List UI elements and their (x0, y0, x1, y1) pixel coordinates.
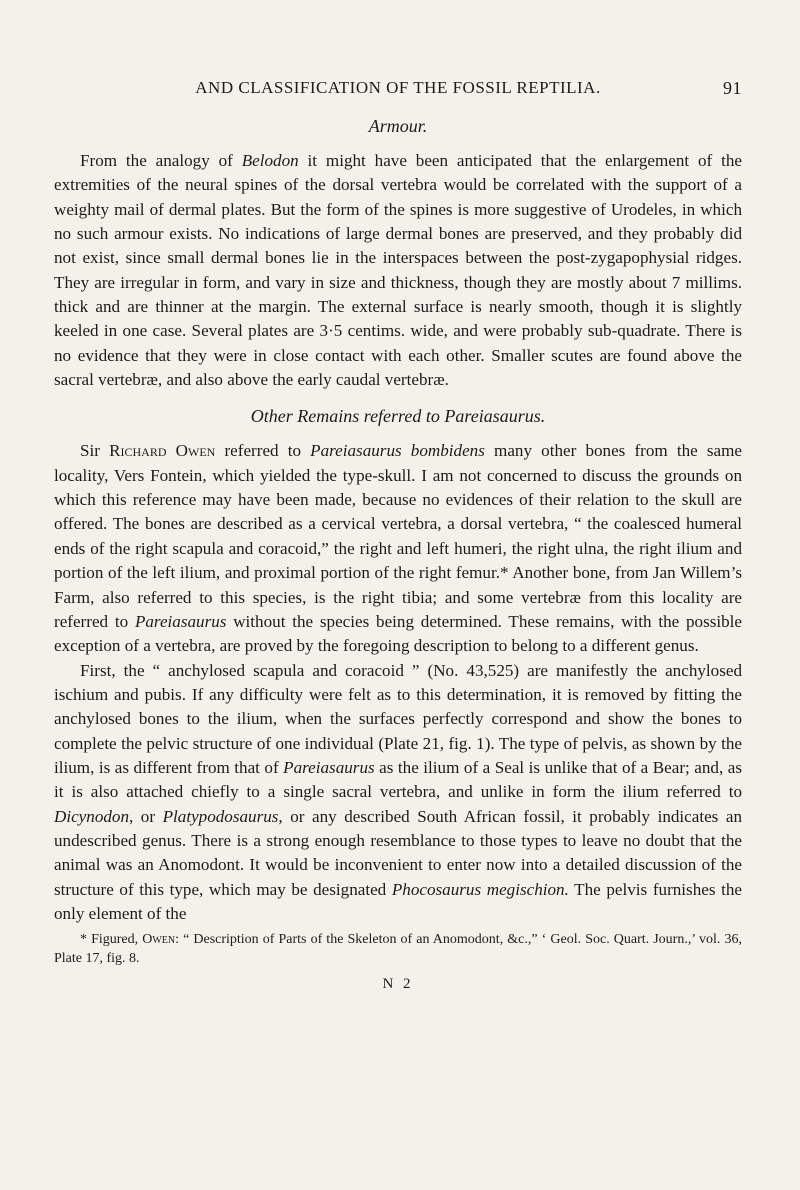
taxon-belodon: Belodon (241, 151, 299, 170)
footnote: * Figured, Owen: “ Description of Parts of the Skeleton of an Anomodont, &c.,” ‘ Geol. Soc. Quart. Journ.,’ vol. 36, Plate 17, fig. 8. (54, 932, 743, 967)
taxon-platypodosaurus: Platypodosaurus, (162, 806, 283, 826)
taxon-pareiasaurus: Pareiasaurus (134, 611, 227, 631)
signature-mark: N 2 (382, 976, 414, 993)
section-heading-other-remains: Other Remains referred to Pareiasaurus. (250, 406, 546, 427)
section-heading-armour: Armour. (368, 116, 428, 136)
taxon-pareiasaurus-bombidens: Pareiasaurus bombidens (310, 441, 485, 461)
page-number: 91 (723, 78, 742, 98)
paragraph-pelvis: First, the “ anchylosed scapula and coracoid ” (No. 43,525) are manifestly the anchylosed ischium and pubis. If any difficulty were felt as to this determination, it is removed by fitting the anchylosed bones to the ilium, when the surfaces perfectly correspond and show the bones to complete the pelvic structure of one individual (Plate 21, fig. 1). The type of pelvis, as shown by the ilium, is as different from that of Pareiasaurus as the ilium of a Seal is unlike that of a Bear; and, as it is also attached chiefly to a single sacral vertebra, and unlike in form the ilium referred to Dicynodon, or Platypodosaurus, or any described South African fossil, it probably indicates an undescribed genus. There is a strong enough resemblance to those types to leave no doubt that the animal was an Anomodont. It would be inconvenient to enter now into a detailed discussion of the structure of this type, which may be designated Phocosaurus megischion. The pelvis furnishes the only element of the (54, 660, 743, 923)
taxon-phocosaurus: Phocosaurus megischion. (391, 879, 569, 899)
running-head (54, 78, 742, 102)
paragraph-armour: From the analogy of Belodon it might have been anticipated that the enlargement of the extremities of the neural spines of the dorsal vertebra would be correlated with the support of a weighty mail of dermal plates. But the form of the spines is more suggestive of Urodeles, in which no such armour exists. No indications of large dermal bones are preserved, and they probably did not exist, since small dermal bones lie in the interspaces between the post-zygapophysial ridges. They are irregular in form, and vary in size and thickness, though they are mostly about 7 millims. thick and are thinner at the margin. The external surface is nearly smooth, though it is slightly keeled in one case. Several plates are 3·5 centims. wide, and were probably sub-quadrate. There is no evidence that they were in close contact with each other. Smaller scutes are found above the sacral vertebræ, and also above the early caudal vertebræ. (54, 151, 742, 390)
running-title: AND CLASSIFICATION OF THE FOSSIL REPTILIA. (195, 78, 601, 97)
taxon-dicynodon: Dicynodon, (54, 806, 134, 826)
paragraph-owen-reference: Sir Richard Owen referred to Pareiasaurus bombidens many other bones from the same locality, Vers Fontein, which yielded the type-skull. I am not concerned to discuss the grounds on which this reference may have been made, because no evidences of their relation to the skull are offered. The bones are described as a cervical vertebra, a dorsal vertebra, “ the coalesced humeral ends of the right scapula and coracoid,” the right and left humeri, the right ulna, the right ilium and portion of the left ilium, and proximal portion of the right femur.* Another bone, from Jan Willem’s Farm, also referred to this species, is the right tibia; and some vertebræ from this locality are referred to Pareiasaurus without the species being determined. These remains, with the possible exception of a vertebra, are proved by the foregoing description to belong to a different genus. (54, 441, 743, 656)
author-name: Richard Owen (109, 441, 216, 461)
taxon-pareiasaurus-2: Pareiasaurus (283, 757, 375, 777)
